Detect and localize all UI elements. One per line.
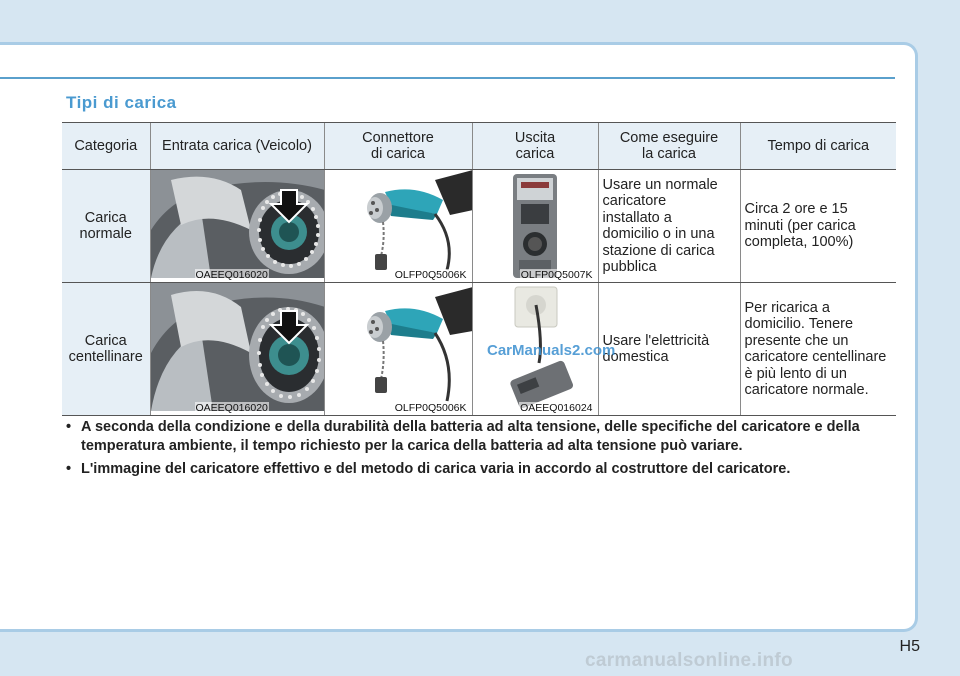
header-method: Come eseguire la carica: [598, 123, 740, 170]
image-code: OLFP0Q5006K: [394, 269, 467, 281]
charging-connector-photo: [325, 170, 472, 278]
bullet-icon: •: [66, 461, 72, 477]
image-code: OAEEQ016020: [195, 402, 268, 414]
table-row: [62, 170, 896, 283]
image-code: OLFP0Q5006K: [394, 402, 467, 414]
notes-list: [66, 418, 906, 483]
charging-connector-photo: [325, 283, 472, 411]
header-category: Categoria: [62, 123, 150, 170]
list-item: • L'immagine del caricatore effettivo e del metodo di carica varia in accordo al costruttore del caricatore.: [66, 461, 791, 477]
connector-image-cell: [324, 170, 472, 283]
category-cell: Carica centellinare: [62, 283, 150, 416]
bullet-icon: •: [66, 419, 72, 435]
connector-image-cell: [324, 283, 472, 416]
table-row: [62, 283, 896, 416]
charging-types-table: [62, 122, 896, 416]
table-header-row: [62, 123, 896, 170]
charge-port-photo: [151, 283, 324, 411]
inline-watermark: CarManuals2.com: [487, 342, 616, 359]
method-cell: Usare un normale caricatore installato a domicilio o in una stazione di carica pubblica: [598, 170, 740, 283]
time-cell: Circa 2 ore e 15 minuti (per carica completa, 100%): [740, 170, 896, 283]
method-cell: Usare l'elettricità domestica: [598, 283, 740, 416]
charge-port-photo: [151, 170, 324, 278]
image-code: OLFP0Q5007K: [520, 269, 593, 281]
category-cell: Carica normale: [62, 170, 150, 283]
inlet-image-cell: [150, 283, 324, 416]
image-code: OAEEQ016020: [195, 269, 268, 281]
footer-watermark: carmanualsonline.info: [585, 650, 793, 671]
time-cell: Per ricarica a domicilio. Tenere presente che un caricatore centellinare è più lento di un caricatore normale.: [740, 283, 896, 416]
header-inlet: Entrata carica (Veicolo): [150, 123, 324, 170]
header-time: Tempo di carica: [740, 123, 896, 170]
title-rule: [0, 77, 895, 79]
section-title: Tipi di carica: [66, 93, 177, 112]
header-connector: Connettore di carica: [324, 123, 472, 170]
inlet-image-cell: [150, 170, 324, 283]
page-number: H5: [899, 638, 920, 655]
list-item: • A seconda della condizione e della durabilità della batteria ad alta tensione, delle specifiche del caricatore e della temperatura ambiente, il tempo richiesto per la carica della batteria ad alta tensione può variare.: [66, 419, 860, 454]
charging-station-photo: [473, 170, 598, 278]
outlet-image-cell: [472, 170, 598, 283]
header-outlet: Uscita carica: [472, 123, 598, 170]
image-code: OAEEQ016024: [520, 402, 593, 414]
